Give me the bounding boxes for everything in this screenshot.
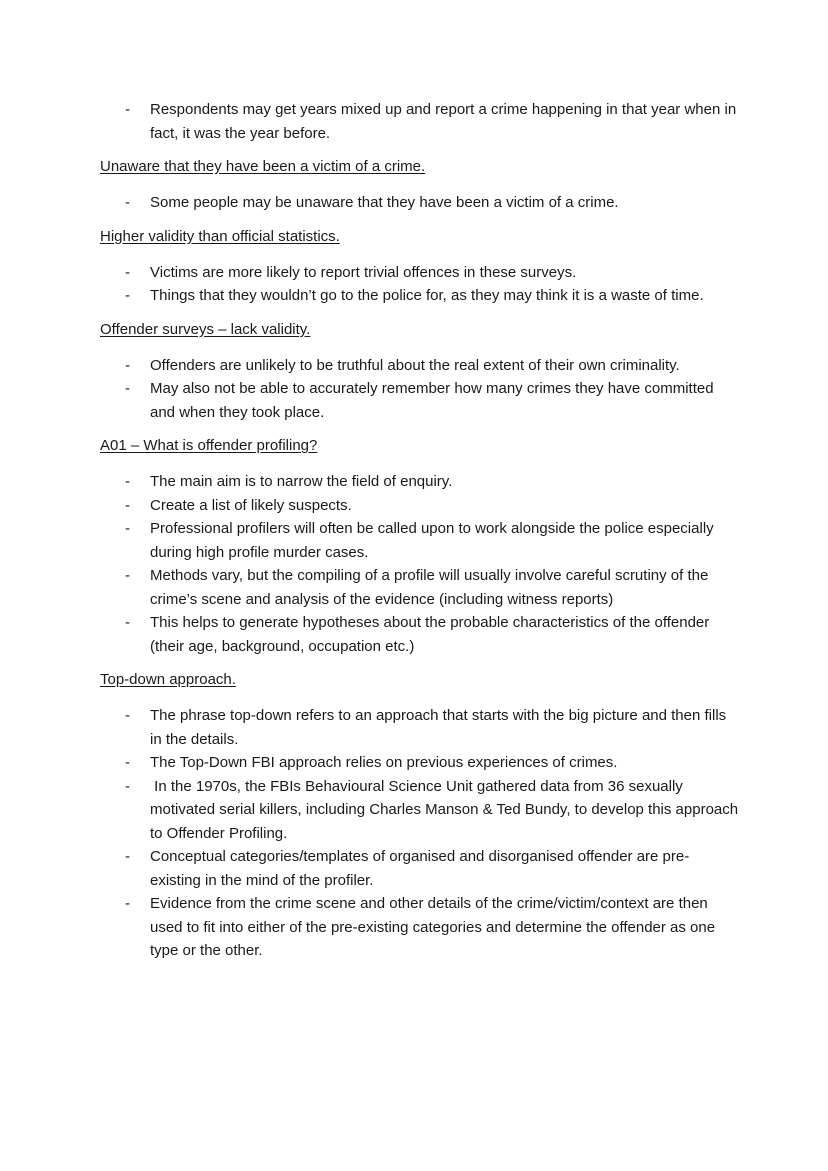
bullet-text: Create a list of likely suspects. bbox=[150, 496, 352, 514]
list-item bbox=[100, 892, 740, 963]
bullet-list bbox=[100, 470, 740, 658]
bullet-dash: - bbox=[125, 848, 130, 865]
section bbox=[100, 669, 743, 963]
section-heading: Unaware that they have been a victim of a crime. bbox=[100, 158, 426, 175]
bullet-text: Methods vary, but the compiling of a profile will usually involve careful scrutiny of the crime’s scene and analysis of the evidence (including witness reports) bbox=[150, 567, 713, 608]
bullet-text: Offenders are unlikely to be truthful about the real extent of their own criminality. bbox=[150, 356, 680, 374]
bullet-text: The main aim is to narrow the field of enquiry. bbox=[150, 473, 453, 490]
bullet-text: Victims are more likely to report trivial offences in these surveys. bbox=[150, 263, 577, 281]
bullet-text: Professional profilers will often be called upon to work alongside the police especially during high profile murder cases. bbox=[150, 520, 718, 561]
list-item bbox=[100, 191, 740, 215]
list-item bbox=[100, 845, 740, 892]
section bbox=[100, 156, 740, 215]
bullet-dash: - bbox=[125, 567, 130, 584]
bullet-text: The phrase top-down refers to an approach that starts with the big picture and then fills in the details. bbox=[150, 707, 731, 748]
list-item bbox=[100, 564, 740, 611]
bullet-text: May also not be able to accurately remember how many crimes they have committed and when they took place. bbox=[150, 380, 718, 421]
bullet-text: Evidence from the crime scene and other details of the crime/victim/context are then used to fit into either of the pre-existing categories and determine the offender as one type or the other. bbox=[150, 895, 720, 959]
bullet-list bbox=[100, 191, 740, 215]
bullet-dash: - bbox=[125, 707, 130, 724]
document-body bbox=[100, 98, 743, 974]
bullet-text: Things that they wouldn’t go to the police for, as they may think it is a waste of time. bbox=[150, 287, 704, 304]
bullet-dash: - bbox=[125, 520, 130, 537]
list-item bbox=[100, 704, 740, 751]
bullet-dash: - bbox=[125, 614, 130, 631]
section-heading: Top-down approach. bbox=[100, 671, 236, 688]
section bbox=[100, 319, 740, 425]
list-item bbox=[100, 284, 740, 308]
bullet-dash: - bbox=[125, 263, 130, 281]
section bbox=[100, 435, 740, 658]
bullet-list bbox=[100, 98, 740, 145]
section-heading: Offender surveys – lack validity. bbox=[100, 320, 311, 338]
bullet-dash: - bbox=[125, 777, 130, 795]
list-item bbox=[100, 470, 740, 494]
list-item bbox=[100, 517, 740, 564]
list-item bbox=[100, 98, 740, 145]
bullet-dash: - bbox=[125, 380, 130, 397]
bullet-text: Conceptual categories/templates of organised and disorganised offender are pre-existing in the mind of the profiler. bbox=[150, 848, 690, 889]
section bbox=[100, 226, 740, 308]
bullet-text: Respondents may get years mixed up and report a crime happening in that year when in fact, it was the year before. bbox=[150, 101, 741, 142]
bullet-dash: - bbox=[125, 473, 130, 490]
section-heading: Higher validity than official statistics. bbox=[100, 227, 340, 245]
section-heading: A01 – What is offender profiling? bbox=[100, 437, 318, 454]
list-item bbox=[100, 751, 740, 775]
bullet-text: This helps to generate hypotheses about the probable characteristics of the offender (their age, background, occupation etc.) bbox=[150, 614, 714, 655]
bullet-list bbox=[100, 261, 740, 308]
bullet-dash: - bbox=[125, 287, 130, 304]
list-item bbox=[100, 261, 740, 285]
bullet-dash: - bbox=[125, 356, 130, 374]
bullet-text: The Top-Down FBI approach relies on previous experiences of crimes. bbox=[150, 754, 618, 771]
list-item bbox=[100, 377, 740, 424]
bullet-dash: - bbox=[125, 194, 130, 211]
bullet-dash: - bbox=[125, 101, 130, 118]
bullet-dash: - bbox=[125, 496, 130, 514]
bullet-text: Some people may be unaware that they have been a victim of a crime. bbox=[150, 194, 619, 211]
list-item bbox=[100, 354, 740, 378]
list-item bbox=[100, 611, 740, 658]
bullet-list bbox=[100, 704, 743, 963]
bullet-dash: - bbox=[125, 754, 130, 771]
list-item bbox=[100, 775, 743, 846]
bullet-text: In the 1970s, the FBIs Behavioural Science Unit gathered data from 36 sexually motivated serial killers, including Charles Manson & Ted Bundy, to develop this approach to Offender Profiling. bbox=[150, 777, 743, 842]
bullet-dash: - bbox=[125, 895, 130, 912]
bullet-list bbox=[100, 354, 740, 425]
section bbox=[100, 98, 740, 145]
list-item bbox=[100, 494, 740, 518]
